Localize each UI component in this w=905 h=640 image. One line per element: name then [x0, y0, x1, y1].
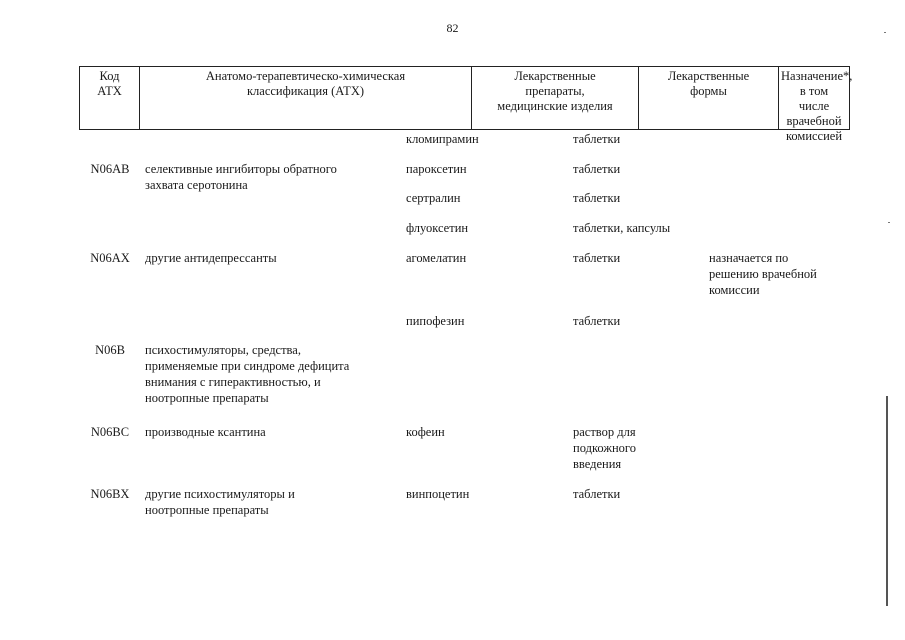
table-row-prescription-note: назначается по решению врачебной комиссии — [709, 251, 817, 297]
header-drugs-label: Лекарственные препараты, медицинские изделия — [497, 69, 613, 113]
table-row-form: таблетки — [573, 132, 621, 146]
table-row-form: раствор для подкожного введения — [573, 425, 636, 471]
table-row-drug: кофеин — [406, 425, 445, 439]
header-forms-label: Лекарственные формы — [667, 69, 750, 98]
scan-edge-artifact — [886, 396, 888, 606]
table-row-form: таблетки, капсулы — [573, 221, 671, 235]
table-row-form: таблетки — [573, 314, 621, 328]
table-row-drug: пароксетин — [406, 162, 467, 176]
table-row-classification: другие психостимуляторы и ноотропные препараты — [145, 487, 295, 517]
scan-speck — [888, 222, 890, 223]
table-row-code: N06AX — [90, 251, 130, 265]
header-cell-atc-code — [80, 67, 140, 129]
table-row-drug: винпоцетин — [406, 487, 470, 501]
header-cell-forms — [639, 67, 779, 129]
table-row-drug: флуоксетин — [406, 221, 469, 235]
header-prescription-label: Назначение*, в том числе врачебной комиссией — [781, 69, 853, 143]
page-number: 82 — [446, 21, 459, 35]
table-row-form: таблетки — [573, 162, 621, 176]
table-row-drug: пипофезин — [406, 314, 465, 328]
header-atc-code-label: Код АТХ — [97, 69, 122, 98]
table-row-drug: сертралин — [406, 191, 461, 205]
table-row-code: N06B — [95, 343, 125, 357]
table-row-classification: селективные ингибиторы обратного захвата серотонина — [145, 162, 337, 192]
table-row-drug: кломипрамин — [406, 132, 479, 146]
table-row-code: N06BX — [90, 487, 130, 501]
header-classification-label: Анатомо-терапевтическо-химическая классификация (АТХ) — [205, 69, 406, 98]
table-row-form: таблетки — [573, 251, 621, 265]
table-row-drug: агомелатин — [406, 251, 467, 265]
table-row-form: таблетки — [573, 191, 621, 205]
table-row-classification: производные ксантина — [145, 425, 266, 439]
table-row-code: N06BC — [90, 425, 130, 439]
header-cell-drugs — [472, 67, 639, 129]
table-row-classification: другие антидепрессанты — [145, 251, 277, 265]
header-cell-classification — [140, 67, 472, 129]
table-row-form: таблетки — [573, 487, 621, 501]
header-cell-prescription — [779, 67, 853, 143]
table-row-code: N06AB — [90, 162, 130, 176]
table-row-classification: психостимуляторы, средства, применяемые при синдроме дефицита внимания с гиперактивностью, и ноотропные препараты — [145, 343, 350, 405]
scan-speck — [884, 32, 886, 33]
